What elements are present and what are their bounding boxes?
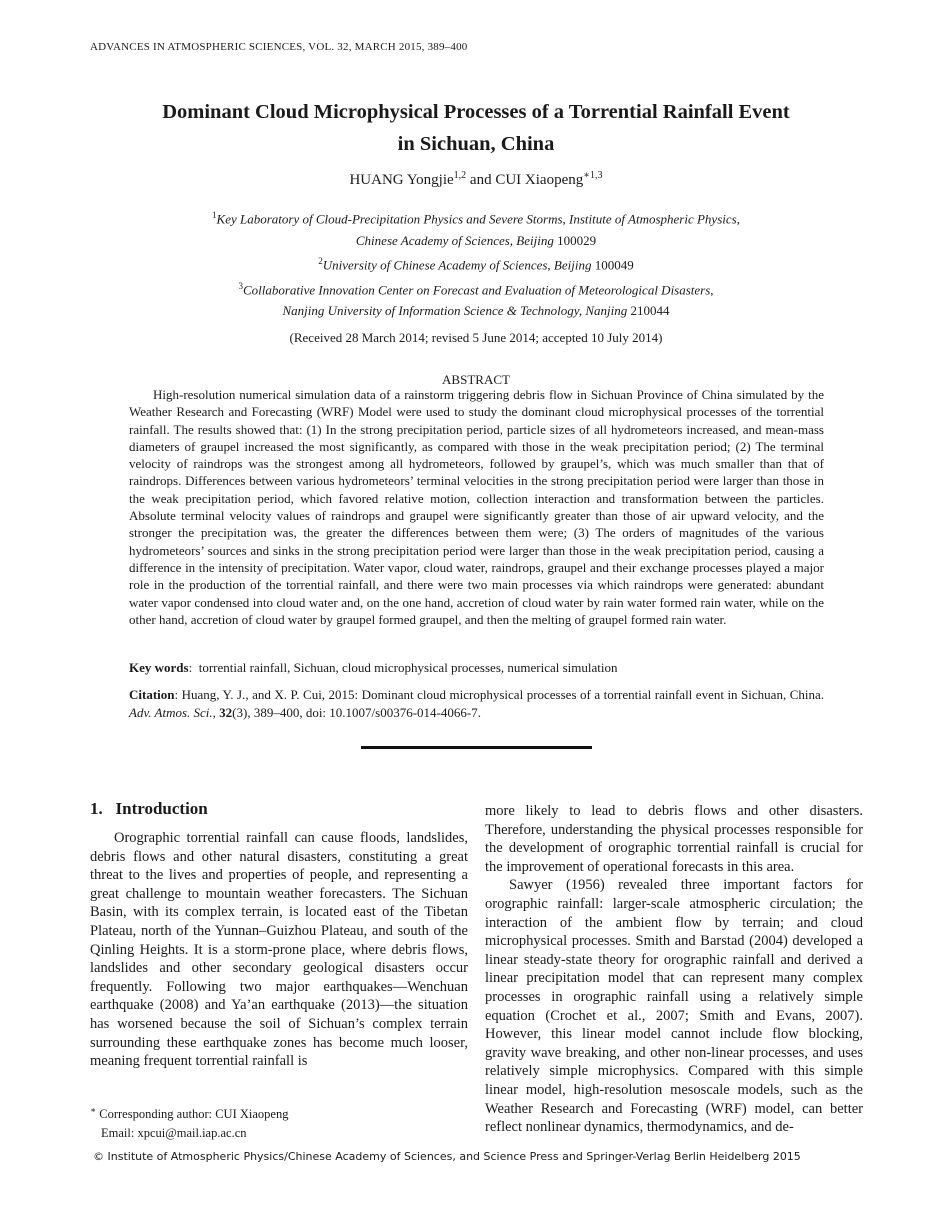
affil-1-city: Chinese Academy of Sciences, Beijing bbox=[355, 232, 554, 248]
footnote bbox=[90, 1101, 288, 1142]
keywords-label: Key words bbox=[129, 660, 189, 675]
affil-1-code: 100029 bbox=[553, 232, 597, 248]
citation-label: Citation bbox=[129, 687, 175, 702]
section-heading: 1. Introduction bbox=[90, 799, 208, 818]
affil-2-text: University of Chinese Academy of Sciences, Beijing bbox=[322, 257, 592, 273]
author-conjunction: and bbox=[466, 172, 496, 188]
running-head: ADVANCES IN ATMOSPHERIC SCIENCES, VOL. 32, MARCH 2015, 389–400 bbox=[90, 41, 468, 53]
author-2-affil: ∗1,3 bbox=[583, 170, 603, 181]
footnote-email: Email: xpcui@mail.iap.ac.cn bbox=[101, 1125, 247, 1140]
affiliation-2 bbox=[100, 251, 852, 276]
section-divider bbox=[361, 746, 592, 749]
intro-paragraph-1-cont: more likely to lead to debris flows and other disasters. Therefore, understanding the physical processes responsible for the development of orographic torrential rainfall is crucial for the improvement of operational forecasts in this area. bbox=[485, 803, 863, 875]
keywords-sep: : bbox=[188, 660, 199, 675]
affil-2-marker: 2 bbox=[318, 255, 323, 266]
abstract-text: High-resolution numerical simulation data of a rainstorm triggering debris flow in Sichuan Province of China simulated by the Weather Research and Forecasting (WRF) Model were used to study the dominant cloud microphysical processes of the torrential rainfall. The results showed that: (1) In the strong precipitation period, particle sizes of all hydrometeors increased, and mean-mass diameters of graupel increased the most significantly, as compared with those in the weak precipitation period; (2) The terminal velocity of raindrops was the strongest among all hydrometeors, followed by graupel’s, which was much smaller than that of raindrops. Differences between various hydrometeors’ terminal velocities in the strong precipitation period were larger than those in the weak precipitation period, which favored relative motion, collection interaction and transformation between the particles. Absolute terminal velocity values of raindrops and graupel were significantly greater than those of air upward velocity, and the stronger the precipitation was, the greater the differences between them were; (3) The orders of magnitudes of the various hydrometeors’ sources and sinks in the strong precipitation period were larger than those in the weak precipitation period, causing a difference in the intensity of precipitation. Water vapor, cloud water, raindrops, graupel and their exchange processes played a major role in the production of the torrential rainfall, and there were two main processes via which raindrops were generated: abundant water vapor condensed into cloud water and, on the one hand, accretion of cloud water by rain water formed rain water, while on the other hand, accretion of cloud water by graupel formed graupel, and then the melting of graupel formed rain water. bbox=[129, 387, 824, 627]
affil-3-code: 210044 bbox=[627, 303, 670, 319]
intro-right-column bbox=[485, 802, 863, 1137]
paper-title bbox=[100, 96, 852, 160]
author-2: CUI Xiaopeng bbox=[495, 172, 584, 188]
affil-1-marker: 1 bbox=[212, 210, 217, 220]
keywords bbox=[129, 660, 824, 676]
affil-2-code: 100049 bbox=[591, 257, 634, 273]
citation-rest: (3), 389–400, doi: 10.1007/s00376-014-4066-7. bbox=[232, 705, 481, 720]
citation-volume: 32 bbox=[219, 705, 233, 720]
citation bbox=[129, 686, 824, 722]
citation-journal: Adv. Atmos. Sci. bbox=[129, 705, 213, 720]
affiliation-1-line-1 bbox=[100, 205, 852, 230]
title-line-2: in Sichuan, China bbox=[397, 133, 555, 155]
footnote-author bbox=[90, 1101, 288, 1124]
title-line-1: Dominant Cloud Microphysical Processes of a Torrential Rainfall Event bbox=[162, 101, 790, 123]
footnote-marker: ∗ bbox=[90, 1105, 97, 1115]
affil-3-text: Collaborative Innovation Center on Forecast and Evaluation of Meteorological Disasters, bbox=[242, 281, 714, 297]
citation-text: : Huang, Y. J., and X. P. Cui, 2015: Dominant cloud microphysical processes of a torrential rainfall event in Sichuan, China. bbox=[174, 687, 824, 702]
affiliation-1-line-2 bbox=[100, 230, 852, 251]
affiliation-3-line-2 bbox=[100, 300, 852, 321]
intro-paragraph-2: Sawyer (1956) revealed three important factors for orographic rainfall: larger-scale atmospheric circulation; the interaction of the ambient flow by terrain; and cloud microphysical processes. Smith and Barstad (2004) developed a linear steady-state theory for orographic rainfall and derived a linear precipitation model that can represent many complex processes in orographic rainfall using a relatively simple equation (Crochet et al., 2007; Smith and Evans, 2007). However, this linear model cannot include flow blocking, gravity wave breaking, and other non-linear processes, and uses relatively simple microphysics. Compared with this simple linear model, high-resolution mesoscale models, such as the Weather Research and Forecasting (WRF) model, can better reflect nonlinear dynamics, thermodynamics, and de- bbox=[485, 877, 863, 1136]
affiliations bbox=[100, 205, 852, 321]
affil-3-marker: 3 bbox=[238, 280, 243, 291]
received-dates: (Received 28 March 2014; revised 5 June 2014; accepted 10 July 2014) bbox=[289, 330, 663, 345]
affiliation-3-line-1 bbox=[100, 276, 852, 301]
keywords-text: torrential rainfall, Sichuan, cloud microphysical processes, numerical simulation bbox=[198, 660, 618, 675]
authors bbox=[100, 170, 852, 189]
copyright-footer: © Institute of Atmospheric Physics/Chinese Academy of Sciences, and Science Press and Springer-Verlag Berlin Heidelberg 2015 bbox=[93, 1150, 801, 1163]
intro-left-column bbox=[90, 829, 468, 1071]
abstract-heading: ABSTRACT bbox=[442, 372, 510, 387]
author-1: HUANG Yongjie bbox=[349, 172, 454, 188]
affil-1-text: Key Laboratory of Cloud-Precipitation Physics and Severe Storms, Institute of Atmospheric Physics, bbox=[216, 211, 740, 227]
intro-paragraph-1: Orographic torrential rainfall can cause floods, landslides, debris flows and other natural disasters, constituting a great threat to the lives and properties of people, and representing a great challenge to mountain weather forecasters. The Sichuan Basin, with its complex terrain, is located east of the Tibetan Plateau, north of the Yunnan–Guizhou Plateau, and south of the Qinling Heights. It is a storm-prone place, where debris flows, landslides and other secondary geological disasters occur frequently. Following two major earthquakes—Wenchuan earthquake (2008) and Ya’an earthquake (2013)—the situation has worsened because the soil of Sichuan’s complex terrain surrounding these earthquake zones has become much looser, meaning frequent torrential rainfall is bbox=[90, 830, 468, 1070]
footnote-author-text: Corresponding author: CUI Xiaopeng bbox=[96, 1107, 289, 1122]
author-1-affil: 1,2 bbox=[453, 170, 467, 181]
affil-3-city: Nanjing University of Information Science & Technology, Nanjing bbox=[282, 303, 628, 319]
citation-sep: , bbox=[212, 705, 220, 720]
